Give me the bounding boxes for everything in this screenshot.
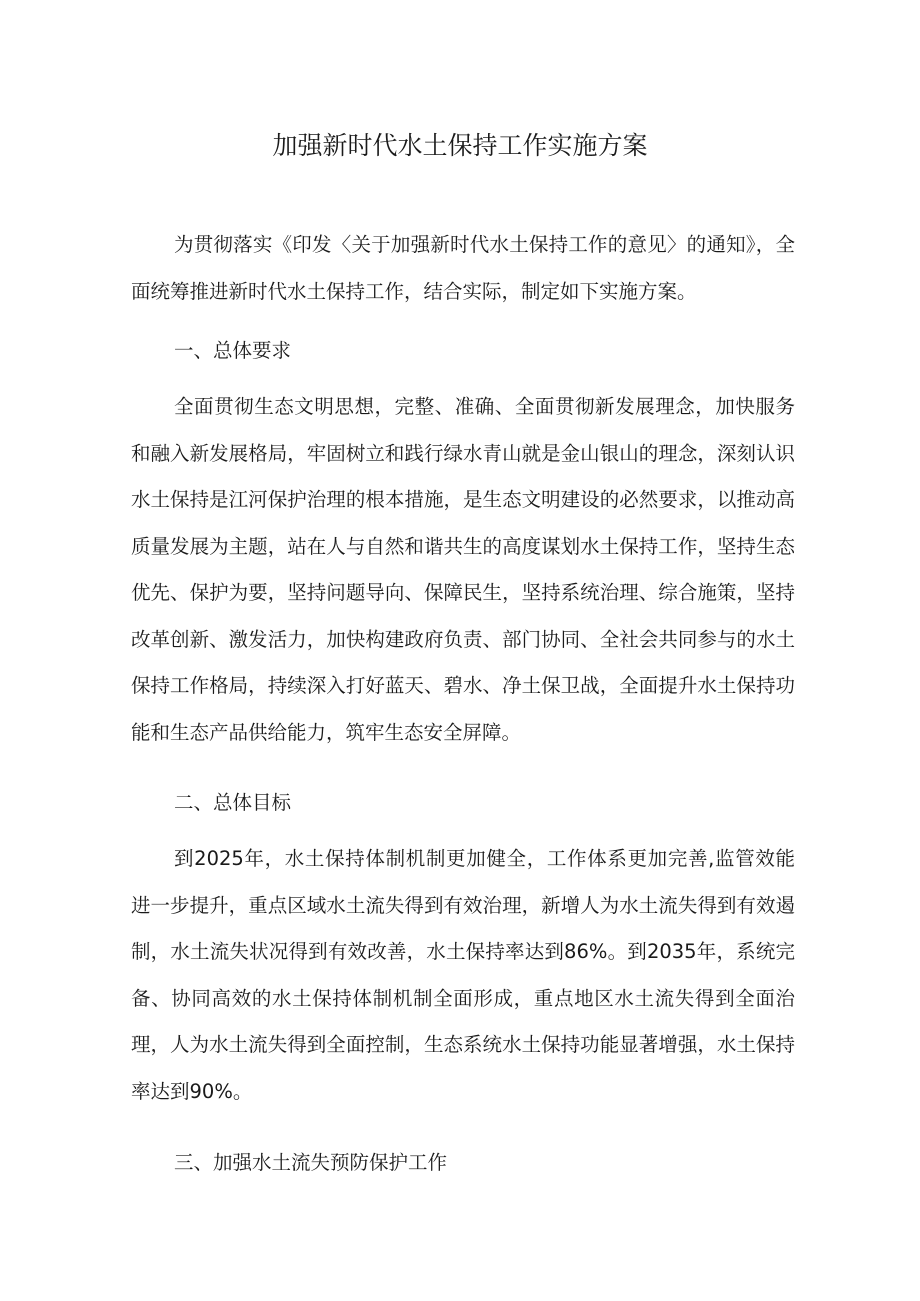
section-paragraph-overall-goals: 到2025年，水土保持体制机制更加健全，工作体系更加完善,监管效能进一步提升，重点区域水土流失得到有效治理，新增人为水土流失得到有效遏制，水土流失状况得到有效改善，水土保持率达到86%。到2035年，系统完备、协同高效的水土保持体制机制全面形成，重点地区水土流失得到全面治理，人为水土流失得到全面控制，生态系统水土保持功能显著增强，水土保持率达到90%。 (131, 847, 795, 1103)
intro-paragraph: 为贯彻落实《印发〈关于加强新时代水土保持工作的意见〉的通知》，全面统筹推进新时代水土保持工作，结合实际，制定如下实施方案。 (131, 233, 795, 303)
section-heading-prevention-protection: 三、加强水土流失预防保护工作 (174, 1151, 448, 1174)
section-paragraph-general-requirements: 全面贯彻生态文明思想，完整、准确、全面贯彻新发展理念，加快服务和融入新发展格局，牢固树立和践行绿水青山就是金山银山的理念，深刻认识水土保持是江河保护治理的根本措施，是生态文明建设的必然要求，以推动高质量发展为主题，站在人与自然和谐共生的高度谋划水土保持工作，坚持生态优先、保护为要，坚持问题导向、保障民生，坚持系统治理、综合施策，坚持改革创新、激发活力，加快构建政府负责、部门协同、全社会共同参与的水土保持工作格局，持续深入打好蓝天、碧水、净土保卫战，全面提升水土保持功能和生态产品供给能力，筑牢生态安全屏障。 (131, 395, 795, 744)
document-title: 加强新时代水土保持工作实施方案 (272, 131, 648, 160)
section-heading-overall-goals: 二、总体目标 (174, 791, 292, 814)
section-heading-general-requirements: 一、总体要求 (174, 339, 292, 362)
